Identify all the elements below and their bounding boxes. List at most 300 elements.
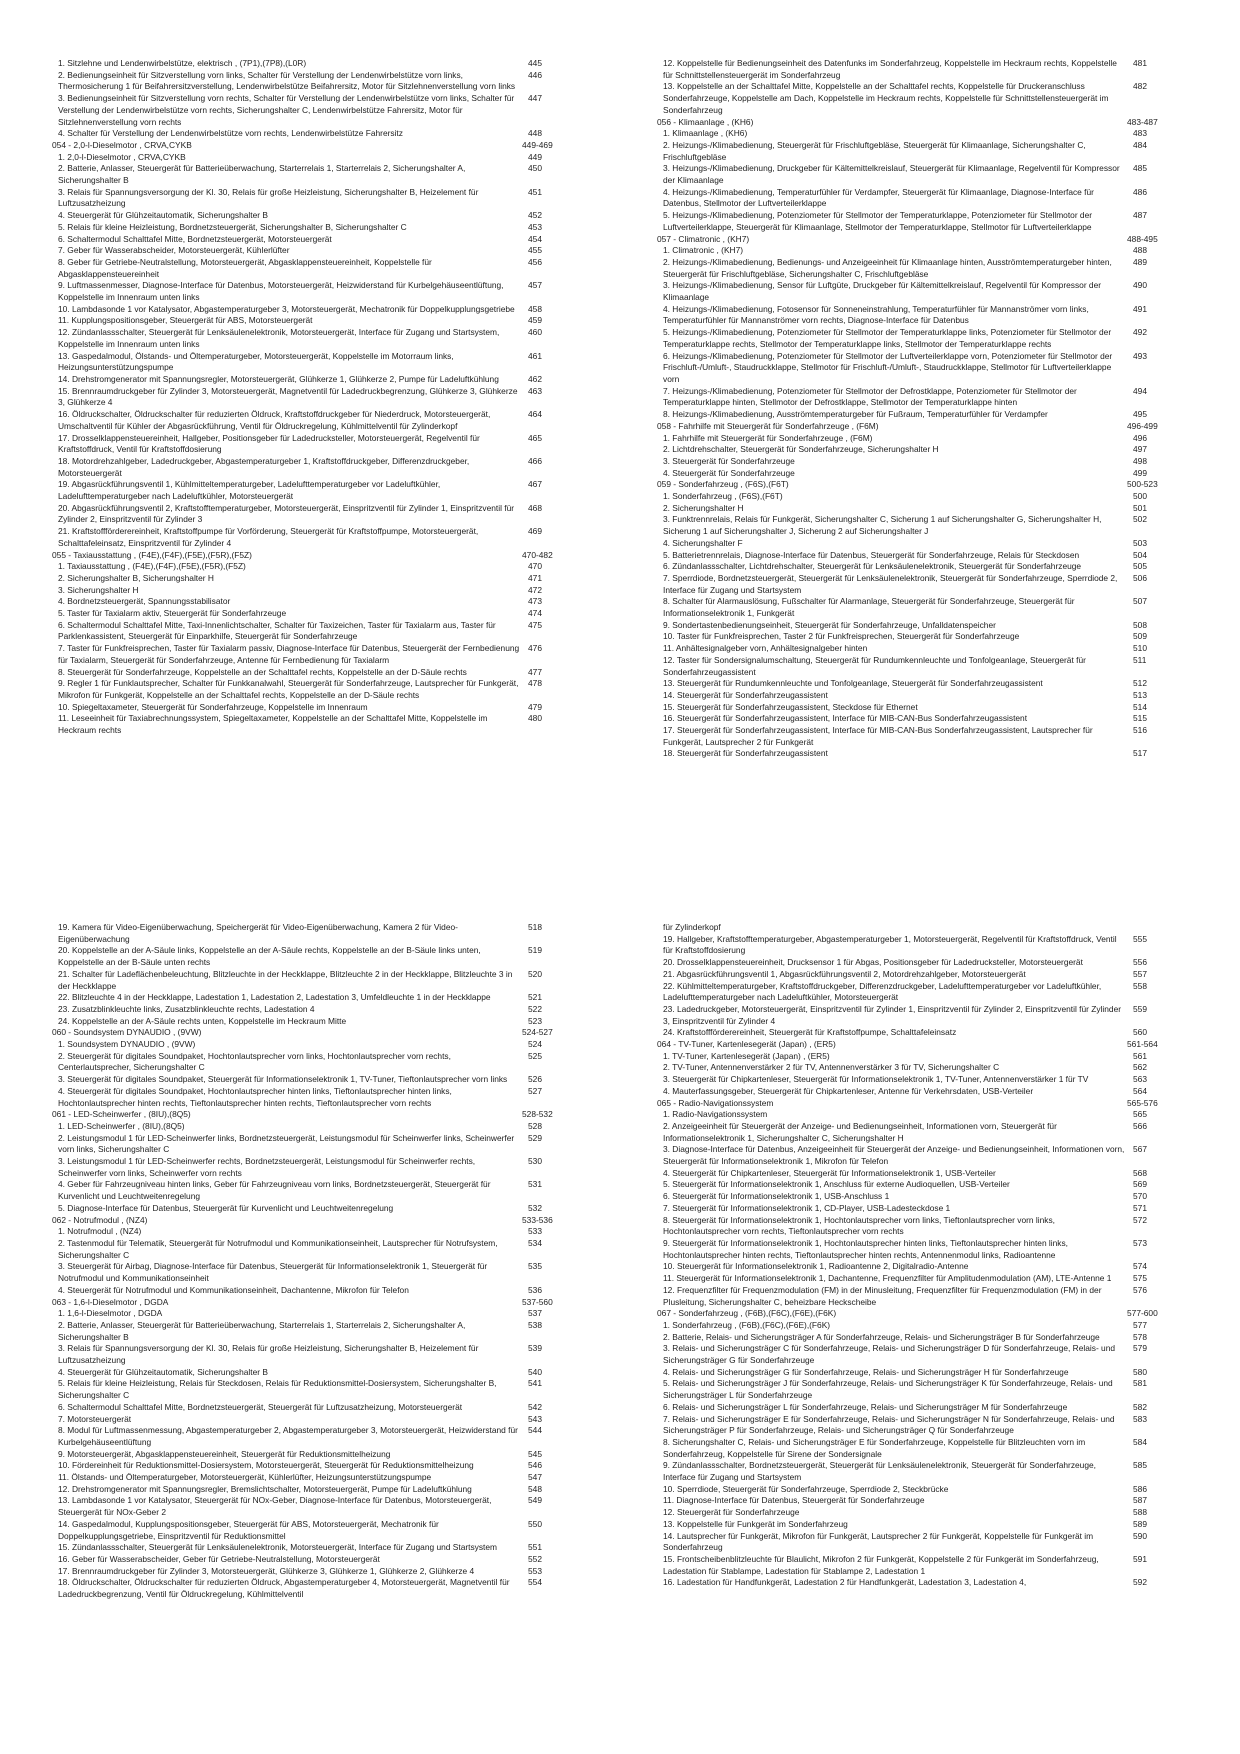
entry-title: 6. Heizungs-/Klimabedienung, Potenziometer für Stellmotor der Luftverteilerklappe vorn, Potenziometer für Stellmotor der Frischluft-/Umluft-, Staudruckklappe, Stellmotor für Frischluft-/Umluft-, Staudruckklappe, Stellmotor für Luftverteilerklappe vorn: [663, 350, 1113, 384]
index-entry: [58, 304, 668, 316]
index-entry: [58, 1472, 668, 1484]
index-entry: [58, 128, 668, 140]
index-entry: [663, 1179, 1240, 1191]
entry-page: 470: [528, 561, 542, 572]
entry-title: 5. Relais- und Sicherungsträger J für Sonderfahrzeuge, Relais- und Sicherungsträger K für Sonderfahrzeuge, Relais- und Sicherungsträger L für Sonderfahrzeuge: [663, 1378, 1113, 1401]
index-entry: [58, 1343, 668, 1366]
entry-page: 581: [1133, 1378, 1147, 1389]
index-entry: [58, 1179, 668, 1202]
entry-page: 500: [1133, 491, 1147, 502]
entry-page: 531: [528, 1179, 542, 1190]
entry-title: 22. Blitzleuchte 4 in der Heckklappe, Ladestation 1, Ladestation 2, Ladestation 3, Umfeldleuchte 1 in der Heckklappe: [58, 992, 491, 1003]
entry-title: 7. Taster für Funkfreisprechen, Taster für Taxialarm passiv, Diagnose-Interface für Datenbus, Steuergerät der Fernbedienung für Taxialarm, Steuergerät für Sonderfahrzeuge, Antenne für Fernbedienung für Taxialarm: [58, 643, 520, 665]
index-entry: [663, 725, 1240, 748]
index-entry: [663, 1320, 1240, 1332]
entry-page: 560: [1133, 1027, 1147, 1038]
entry-title: 5. Batterietrennrelais, Diagnose-Interface für Datenbus, Steuergerät für Sonderfahrzeuge, Relais für Steckdosen: [663, 549, 1080, 560]
index-entry: [663, 702, 1240, 714]
entry-title: 18. Motordrehzahlgeber, Ladedruckgeber, Abgastemperaturgeber 1, Kraftstoffdruckgeber, Differenzdruckgeber, Motorsteuergerät: [58, 455, 470, 478]
entry-page: 465: [528, 432, 542, 443]
index-entry: [58, 1519, 668, 1542]
entry-title: 10. Taster für Funkfreisprechen, Taster 2 für Funkfreisprechen, Steuergerät für Sonderfahrzeuge: [663, 631, 1020, 642]
entry-title: 3. Heizungs-/Klimabedienung, Sensor für Luftgüte, Druckgeber für Kältemittelkreislauf, Regelventil für Kompressor der Klimaanlage: [663, 280, 1102, 303]
index-entry: [663, 678, 1240, 690]
index-entry: [663, 748, 1240, 760]
index-entry: [663, 969, 1240, 981]
index-entry: [58, 1156, 668, 1179]
index-entry: [58, 409, 668, 432]
entry-page: 576: [1133, 1284, 1147, 1295]
index-entry: [663, 538, 1240, 550]
index-entry: [663, 1168, 1240, 1180]
entry-page: 527: [528, 1085, 542, 1096]
entry-page: 458: [528, 303, 542, 314]
entry-title: 2. Lichtdrehschalter, Steuergerät für Sonderfahrzeuge, Sicherungshalter H: [663, 444, 939, 455]
index-entry: [58, 1554, 668, 1566]
index-entry: [58, 257, 668, 280]
entry-page: 534: [528, 1237, 542, 1248]
entry-title: 1. Sonderfahrzeug , (F6S),(F6T): [663, 491, 783, 502]
entry-page: 485: [1133, 163, 1147, 174]
entry-title: 12. Koppelstelle für Bedienungseinheit des Datenfunks im Sonderfahrzeug, Koppelstelle im Heckraum rechts, Koppelstelle für Schnittstellensteuergerät im Sonderfahrzeug: [663, 58, 1117, 80]
entry-page: 571: [1133, 1202, 1147, 1213]
entry-page: 520: [528, 968, 542, 979]
entry-page: 535: [528, 1261, 542, 1272]
entry-page: 565: [1133, 1109, 1147, 1120]
entry-page: 574: [1133, 1261, 1147, 1272]
index-entry: [663, 1203, 1240, 1215]
index-entry: [663, 210, 1240, 233]
index-entry: [663, 1495, 1240, 1507]
entry-title: 2. Anzeigeeinheit für Steuergerät der Anzeige- und Bedienungseinheit, Informationen vorn, Steuergerät für Informationselektronik 1, Sicherungshalter C, Sicherungshalter H: [663, 1120, 1057, 1143]
entry-title: 12. Steuergerät für Sonderfahrzeuge: [663, 1507, 800, 1518]
index-entry: [663, 1414, 1240, 1437]
entry-title: 1. 1,6-l-Dieselmotor , DGDA: [58, 1308, 163, 1319]
entry-page: 453: [528, 221, 542, 232]
index-entry: [58, 152, 668, 164]
index-entry: [663, 81, 1240, 116]
index-entry: [663, 1261, 1240, 1273]
index-entry: [663, 1273, 1240, 1285]
entry-title: 1. Notrufmodul , (NZ4): [58, 1226, 142, 1237]
index-entry: [663, 1343, 1240, 1366]
entry-title: 19. Hallgeber, Kraftstofftemperaturgeber, Abgastemperaturgeber 1, Motorsteuergerät, Regelventil für Kraftstoffdruck, Ventil für Kraftstoffdosierung: [663, 933, 1117, 956]
index-entry: [663, 351, 1240, 386]
entry-title: 063 - 1,6-l-Dieselmotor , DGDA: [52, 1296, 169, 1307]
index-entry: [58, 1402, 668, 1414]
entry-page: 499: [1133, 467, 1147, 478]
index-entry: [58, 70, 668, 93]
index-entry: [663, 1074, 1240, 1086]
entry-title: 2. TV-Tuner, Antennenverstärker 2 für TV, Antennenverstärker 3 für TV, Sicherungshalter C: [663, 1062, 1000, 1073]
entry-page: 471: [528, 572, 542, 583]
entry-title: 23. Ladedruckgeber, Motorsteuergerät, Einspritzventil für Zylinder 1, Einspritzventil für Zylinder 2, Einspritzventil für Zylinder 3, Einspritzventil für Zylinder 4: [663, 1003, 1122, 1026]
entry-page: 589: [1133, 1518, 1147, 1529]
entry-title: 10. Lambdasonde 1 vor Katalysator, Abgastemperaturgeber 3, Motorsteuergerät, Mechatronik für Doppelkupplungsgetriebe: [58, 303, 515, 314]
index-entry: [663, 163, 1240, 186]
entry-title: 4. Steuergerät für Glühzeitautomatik, Sicherungshalter B: [58, 210, 268, 221]
entry-page: 516: [1133, 725, 1147, 736]
entry-title: 060 - Soundsystem DYNAUDIO , (9VW): [52, 1027, 202, 1038]
entry-page: 466: [528, 455, 542, 466]
entry-title: 6. Relais- und Sicherungsträger L für Sonderfahrzeuge, Relais- und Sicherungsträger M für Sonderfahrzeuge: [663, 1401, 1068, 1412]
entry-page: 510: [1133, 643, 1147, 654]
entry-title: 14. Steuergerät für Sonderfahrzeugassistent: [663, 689, 828, 700]
index-entry: [663, 386, 1240, 409]
entry-page: 537: [528, 1308, 542, 1319]
entry-title: 5. Steuergerät für Informationselektronik 1, Anschluss für externe Audioquellen, USB-Verteiler: [663, 1179, 1010, 1190]
index-entry: [58, 245, 668, 257]
entry-title: 17. Drosselklappensteuereinheit, Hallgeber, Positionsgeber für Ladedrucksteller, Motorsteuergerät, Regelventil für Kraftstoffdruck, Ventil für Kraftstoffdosierung: [58, 432, 480, 455]
entry-title: 15. Brennraumdruckgeber für Zylinder 3, Motorsteuergerät, Magnetventil für Ladedruckbegrenzung, Glühkerze 3, Glühkerze 3, Glühkerze 4: [58, 385, 518, 408]
entry-page: 559: [1133, 1003, 1147, 1014]
entry-page: 451: [528, 186, 542, 197]
index-entry: [663, 1215, 1240, 1238]
entry-title: 2. Batterie, Anlasser, Steuergerät für Batterieüberwachung, Starterrelais 1, Starterrelais 2, Sicherungshalter A, Sicherungshalter B: [58, 163, 466, 186]
index-entry: [663, 1367, 1240, 1379]
index-entry: [663, 187, 1240, 210]
entry-title: 1. Sitzlehne und Lendenwirbelstütze, elektrisch , (7P1),(7P8),(L0R): [58, 58, 307, 68]
index-entry: [663, 1191, 1240, 1203]
entry-title: 1. Klimaanlage , (KH6): [663, 128, 748, 139]
entry-page: 547: [528, 1472, 542, 1483]
entry-title: 2. Sicherungshalter B, Sicherungshalter H: [58, 572, 214, 583]
entry-title: 2. Sicherungshalter H: [663, 502, 744, 513]
entry-page: 496: [1133, 432, 1147, 443]
index-entry: [58, 433, 668, 456]
entry-title: 3. Relais für Spannungsversorgung der Kl. 30, Relais für große Heizleistung, Sicherungshalter B, Heizelement für Luftzusatzheizung: [58, 1343, 479, 1366]
index-entry: [58, 1378, 668, 1401]
index-entry: [58, 1425, 668, 1448]
index-entry: [663, 1062, 1240, 1074]
entry-page: 536: [528, 1284, 542, 1295]
index-entry: [58, 1449, 668, 1461]
entry-page: 484: [1133, 139, 1147, 150]
entry-page: 543: [528, 1413, 542, 1424]
entry-title: 19. Abgasrückführungsventil 1, Kühlmitteltemperaturgeber, Ladelufttemperaturgeber vor Ladeluftkühler, Ladelufttemperaturgeber nach Ladeluftkühler, Motorsteuergerät: [58, 479, 441, 502]
entry-title: 24. Kraftstoffförderereinheit, Steuergerät für Kraftstoffpumpe, Schalttafeleinsatz: [663, 1027, 957, 1038]
index-entry: [58, 561, 668, 573]
entry-title: 9. Zündanlassschalter, Bordnetzsteuergerät, Steuergerät für Lenksäulenelektronik, Steuergerät für Sonderfahrzeuge, Interface für Zugang und Startsystem: [663, 1460, 1096, 1483]
entry-title: 9. Steuergerät für Informationselektronik 1, Hochtonlautsprecher hinten links, Tieftonlautsprecher hinten links, Hochtonlautsprecher hinten rechts, Tieftonlautsprecher hinten rechts, Antennenmodul links, Radioantenne: [663, 1237, 1069, 1260]
entry-page: 446: [528, 69, 542, 80]
entry-page: 563: [1133, 1074, 1147, 1085]
entry-title: 3. Steuergerät für Sonderfahrzeuge: [663, 455, 795, 466]
index-entry: [58, 327, 668, 350]
index-entry: [663, 1027, 1240, 1039]
entry-page: 449-469: [522, 139, 553, 150]
entry-title: 15. Steuergerät für Sonderfahrzeugassistent, Steckdose für Ethernet: [663, 701, 918, 712]
entry-title: 4. Steuergerät für Sonderfahrzeuge: [663, 467, 795, 478]
entry-title: 13. Koppelstelle an der Schalttafel Mitte, Koppelstelle an der Schalttafel rechts, Koppelstelle für Druckeranschluss Sonderfahrzeuge, Koppelstelle am Dach, Koppelstelle im Heckraum rechts, Koppelstelle für Schnittstellensteuergerät im Sonderfahrzeug: [663, 81, 1109, 115]
index-entry: [58, 608, 668, 620]
entry-title: 13. Steuergerät für Rundumkennleuchte und Tonfolgeanlage, Steuergerät für Sonderfahrzeugassistent: [663, 678, 1043, 689]
entry-title: 1. Fahrhilfe mit Steuergerät für Sonderfahrzeuge , (F6M): [663, 432, 873, 443]
entry-title: 7. Relais- und Sicherungsträger E für Sonderfahrzeuge, Relais- und Sicherungsträger N für Sonderfahrzeuge, Relais- und Sicherungsträger P für Sonderfahrzeuge, Relais- und Sicherungsträger Q für Sonderfahrzeuge: [663, 1413, 1115, 1436]
entry-title: 6. Schaltermodul Schalttafel Mitte, Bordnetzsteuergerät, Motorsteuergerät: [58, 233, 332, 244]
index-entry: [58, 503, 668, 526]
entry-title: 8. Steuergerät für Sonderfahrzeuge, Koppelstelle an der Schalttafel rechts, Koppelstelle an der D-Säule rechts: [58, 666, 467, 677]
index-entry: [663, 922, 1240, 934]
entry-page: 555: [1133, 933, 1147, 944]
index-column-1: [52, 58, 668, 737]
entry-title: 4. Schalter für Verstellung der Lendenwirbelstütze vorn rechts, Lendenwirbelstütze Fahrersitz: [58, 128, 403, 139]
entry-page: 479: [528, 701, 542, 712]
index-entry: [58, 1039, 668, 1051]
entry-page: 584: [1133, 1436, 1147, 1447]
entry-page: 483-487: [1127, 116, 1158, 127]
entry-title: 3. Bedienungseinheit für Sitzverstellung vorn rechts, Schalter für Verstellung der Lendenwirbelstütze vorn links, Schalter für Verstellung der Lendenwirbelstütze vorn rechts, Sicherungshalter C, Lendenwirbelstütze Fahrersitz, Motor für Sitzlehnenverstellung vorn rechts: [58, 93, 515, 127]
index-entry: [58, 702, 668, 714]
entry-title: 1. Soundsystem DYNAUDIO , (9VW): [58, 1039, 196, 1050]
entry-page: 522: [528, 1003, 542, 1014]
entry-title: 11. Kupplungspositionsgeber, Steuergerät für ABS, Motorsteuergerät: [58, 315, 313, 326]
entry-title: 9. Regler 1 für Funklautsprecher, Schalter für Funkkanalwahl, Steuergerät für Sonderfahrzeuge, Lautsprecher für Funkgerät, Mikrofon für Funkgerät, Koppelstelle an der Schalttafel rechts, Koppelstelle an der D-Säule rechts: [58, 678, 519, 700]
entry-title: 3. Funktrennrelais, Relais für Funkgerät, Sicherungshalter C, Sicherung 1 auf Sicherungshalter G, Sicherungshalter H, Sicherung 1 auf Sicherungshalter J, Sicherung 2 auf Sicherungshalter J: [663, 514, 1102, 537]
entry-page: 525: [528, 1050, 542, 1061]
entry-page: 474: [528, 608, 542, 619]
entry-title: 062 - Notrufmodul , (NZ4): [52, 1214, 148, 1225]
index-entry: [58, 1484, 668, 1496]
entry-page: 582: [1133, 1401, 1147, 1412]
entry-page: 562: [1133, 1062, 1147, 1073]
entry-page: 514: [1133, 701, 1147, 712]
index-entry: [663, 1484, 1240, 1496]
entry-title: 4. Sicherungshalter F: [663, 537, 743, 548]
entry-title: 16. Öldruckschalter, Öldruckschalter für reduzierten Öldruck, Kraftstoffdruckgeber für Niederdruck, Motorsteuergerät, Umschaltventil für Kühler der Abgasrückführung, Ventil für Öldruckregelung, Kühlmittelventil für Zylinderkopf: [58, 409, 491, 431]
entry-title: 20. Abgasrückführungsventil 2, Kraftstofftemperaturgeber, Motorsteuergerät, Einspritzventil für Zylinder 1, Einspritzventil für Zylinder 2, Einspritzventil für Zylinder 3: [58, 502, 515, 525]
entry-title: 6. Schaltermodul Schalttafel Mitte, Taxi-Innenlichtschalter, Schalter für Taxizeichen, Taster für Taxialarm aus, Taster für Parklenkassistent, Steuergerät für Einparkhilfe, Steuergerät für Sonderfahrzeuge: [58, 619, 496, 642]
entry-page: 475: [528, 619, 542, 630]
entry-page: 561-564: [1127, 1039, 1158, 1050]
entry-title: 1. LED-Scheinwerfer , (8IU),(8Q5): [58, 1120, 185, 1131]
entry-title: 061 - LED-Scheinwerfer , (8IU),(8Q5): [52, 1109, 191, 1120]
entry-title: 15. Frontscheibenblitzleuchte für Blaulicht, Mikrofon 2 für Funkgerät, Koppelstelle 2 für Funkgerät im Sonderfahrzeug, Ladestation für Stablampe, Ladestation für Stablampe 2, Ladestation 1: [663, 1553, 1099, 1576]
index-entry: [58, 1203, 668, 1215]
section-heading: [657, 116, 1240, 129]
index-entry: [58, 1308, 668, 1320]
entry-title: 3. Relais für Spannungsversorgung der Kl. 30, Relais für große Heizleistung, Sicherungshalter B, Heizelement für Luftzusatzheizung: [58, 186, 479, 209]
entry-title: 5. Diagnose-Interface für Datenbus, Steuergerät für Kurvenlicht und Leuchtweitenregelung: [58, 1202, 394, 1213]
entry-title: 11. Ölstands- und Öltemperaturgeber, Motorsteuergerät, Kühlerlüfter, Heizungsunterstützungspumpe: [58, 1472, 432, 1483]
index-column-3: [52, 922, 668, 1601]
index-entry: [58, 93, 668, 128]
entry-page: 483: [1133, 128, 1147, 139]
entry-page: 565-576: [1127, 1097, 1158, 1108]
entry-title: 15. Zündanlassschalter, Steuergerät für Lenksäulenelektronik, Motorsteuergerät, Interface für Zugang und Startsystem: [58, 1542, 497, 1553]
index-entry: [663, 1519, 1240, 1531]
entry-page: 586: [1133, 1483, 1147, 1494]
entry-page: 472: [528, 584, 542, 595]
entry-page: 577: [1133, 1319, 1147, 1330]
index-entry: [58, 945, 668, 968]
entry-title: 4. Heizungs-/Klimabedienung, Fotosensor für Sonneneinstrahlung, Temperaturfühler für Mannanströmer vorn links, Temperaturfühler für Mannanströmer vorn rechts, Diagnose-Interface für Datenbus: [663, 303, 1089, 326]
entry-page: 519: [528, 945, 542, 956]
entry-page: 577-600: [1127, 1308, 1158, 1319]
index-entry: [663, 327, 1240, 350]
entry-page: 478: [528, 678, 542, 689]
index-entry: [58, 667, 668, 679]
index-entry: [663, 444, 1240, 456]
index-entry: [58, 1051, 668, 1074]
entry-title: 10. Fördereinheit für Reduktionsmittel-Dosiersystem, Motorsteuergerät, Steuergerät für Reduktionsmittelheizung: [58, 1460, 474, 1471]
entry-page: 502: [1133, 514, 1147, 525]
entry-page: 461: [528, 350, 542, 361]
index-entry: [58, 479, 668, 502]
entry-title: 20. Drosselklappensteuereinheit, Drucksensor 1 für Abgas, Positionsgeber für Ladedrucksteller, Motorsteuergerät: [663, 957, 1083, 968]
entry-title: 17. Brennraumdruckgeber für Zylinder 3, Motorsteuergerät, Glühkerze 3, Glühkerze 1, Glühkerze 2, Glühkerze 4: [58, 1565, 475, 1576]
index-entry: [58, 1261, 668, 1284]
index-entry: [663, 128, 1240, 140]
entry-page: 504: [1133, 549, 1147, 560]
entry-title: 055 - Taxiausstattung , (F4E),(F4F),(F5E),(F5R),(F5Z): [52, 549, 252, 560]
entry-title: 12. Zündanlassschalter, Steuergerät für Lenksäulenelektronik, Motorsteuergerät, Interface für Zugang und Startsystem, Koppelstelle im Innenraum unten links: [58, 327, 500, 349]
index-entry: [663, 934, 1240, 957]
entry-title: 23. Zusatzblinkleuchte links, Zusatzblinkleuchte rechts, Ladestation 4: [58, 1003, 315, 1014]
entry-page: 468: [528, 502, 542, 513]
index-entry: [58, 1016, 668, 1028]
entry-page: 568: [1133, 1167, 1147, 1178]
entry-title: 13. Lambdasonde 1 vor Katalysator, Steuergerät für NOx-Geber, Diagnose-Interface für Datenbus, Motorsteuergerät, Steuergerät für NOx-Geber 2: [58, 1495, 492, 1518]
entry-page: 488-495: [1127, 233, 1158, 244]
index-entry: [58, 1121, 668, 1133]
entry-page: 549: [528, 1495, 542, 1506]
index-entry: [663, 1238, 1240, 1261]
entry-title: 065 - Radio-Navigationssystem: [657, 1097, 774, 1108]
entry-page: 498: [1133, 455, 1147, 466]
entry-page: 558: [1133, 980, 1147, 991]
entry-page: 583: [1133, 1413, 1147, 1424]
entry-page: 529: [528, 1132, 542, 1143]
entry-title: 2. Batterie, Anlasser, Steuergerät für Batterieüberwachung, Starterrelais 1, Starterrelais 2, Sicherungshalter A, Sicherungshalter B: [58, 1319, 466, 1342]
entry-page: 513: [1133, 689, 1147, 700]
entry-page: 541: [528, 1378, 542, 1389]
entry-title: 9. Motorsteuergerät, Abgasklappensteuereinheit, Steuergerät für Reduktionsmittelheizung: [58, 1448, 391, 1459]
entry-page: 521: [528, 992, 542, 1003]
entry-title: 11. Diagnose-Interface für Datenbus, Steuergerät für Sonderfahrzeuge: [663, 1495, 925, 1506]
index-entry: [663, 304, 1240, 327]
entry-title: 1. Sonderfahrzeug , (F6B),(F6C),(F6E),(F6K): [663, 1319, 831, 1330]
index-entry: [663, 1554, 1240, 1577]
entry-title: 20. Koppelstelle an der A-Säule links, Koppelstelle an der A-Säule rechts, Koppelstelle an der B-Säule links unten, Koppelstelle an der B-Säule unten rechts: [58, 945, 481, 968]
index-entry: [663, 573, 1240, 596]
entry-title: 059 - Sonderfahrzeug , (F6S),(F6T): [657, 479, 789, 490]
entry-page: 490: [1133, 280, 1147, 291]
index-entry: [663, 957, 1240, 969]
index-entry: [663, 1378, 1240, 1401]
entry-title: 3. Steuergerät für digitales Soundpaket, Steuergerät für Informationselektronik 1, TV-Tuner, Tieftonlautsprecher vorn links: [58, 1074, 508, 1085]
index-column-4: [657, 922, 1240, 1589]
entry-title: 6. Zündanlassschalter, Lichtdrehschalter, Steuergerät für Lenksäulenelektronik, Steuergerät für Sonderfahrzeuge: [663, 561, 1082, 572]
index-entry: [58, 1004, 668, 1016]
section-heading: [657, 1039, 1240, 1051]
entry-page: 515: [1133, 713, 1147, 724]
section-heading: [52, 1214, 668, 1227]
entry-title: 4. Relais- und Sicherungsträger G für Sonderfahrzeuge, Relais- und Sicherungsträger H für Sonderfahrzeuge: [663, 1366, 1069, 1377]
index-entry: [58, 1367, 668, 1379]
index-entry: [58, 643, 668, 666]
index-entry: [58, 1226, 668, 1238]
entry-page: 507: [1133, 596, 1147, 607]
entry-title: 057 - Climatronic , (KH7): [657, 233, 750, 244]
index-entry: [663, 1460, 1240, 1483]
entry-page: 505: [1133, 561, 1147, 572]
entry-page: 496-499: [1127, 420, 1158, 431]
entry-page: 486: [1133, 186, 1147, 197]
entry-title: 18. Öldruckschalter, Öldruckschalter für reduzierten Öldruck, Abgastemperaturgeber 4, Motorsteuergerät, Magnetventil für Ladedruckbegrenzung, Ventil für Öldruckregelung, Kühlmittelventil: [58, 1577, 510, 1600]
entry-page: 517: [1133, 748, 1147, 759]
index-entry: [58, 386, 668, 409]
entry-title: 22. Kühlmitteltemperaturgeber, Kraftstoffdruckgeber, Differenzdruckgeber, Ladelufttemperaturgeber vor Ladeluftkühler, Ladelufttemperaturgeber nach Ladeluftkühler, Motorsteuergerät: [663, 980, 1102, 1003]
index-entry: [58, 222, 668, 234]
entry-title: 4. Heizungs-/Klimabedienung, Temperaturfühler für Verdampfer, Steuergerät für Klimaanlage, Diagnose-Interface für Datenbus, Stellmotor der Luftverteilerklappe: [663, 186, 1094, 209]
entry-title: 10. Steuergerät für Informationselektronik 1, Radioantenne 2, Digitalradio-Antenne: [663, 1261, 969, 1272]
section-heading: [657, 233, 1240, 246]
entry-page: 506: [1133, 572, 1147, 583]
entry-page: 591: [1133, 1553, 1147, 1564]
entry-title: 21. Schalter für Ladeflächenbeleuchtung, Blitzleuchte in der Heckklappe, Blitzleuchte 2 in der Heckklappe, Blitzleuchte 3 in der Heckklappe: [58, 968, 513, 991]
entry-page: 528-532: [522, 1109, 553, 1120]
entry-page: 512: [1133, 678, 1147, 689]
entry-page: 524: [528, 1039, 542, 1050]
entry-title: 3. Diagnose-Interface für Datenbus, Anzeigeeinheit für Steuergerät der Anzeige- und Bedienungseinheit, Informationen vorn, Steuergerät für Informationselektronik 1, Mikrofon für Telefon: [663, 1144, 1125, 1167]
index-entry: [663, 1577, 1240, 1589]
index-entry: [58, 922, 668, 945]
entry-page: 455: [528, 245, 542, 256]
entry-page: 454: [528, 233, 542, 244]
entry-page: 553: [528, 1565, 542, 1576]
index-entry: [663, 1285, 1240, 1308]
entry-title: 5. Heizungs-/Klimabedienung, Potenziometer für Stellmotor der Temperaturklappe, Potenziometer für Stellmotor der Luftverteilerklappe, Steuergerät für Klimaanlage, Stellmotor der Temperaturklappe, Stellmotor für Luftverteilerklappe: [663, 210, 1093, 232]
entry-page: 523: [528, 1015, 542, 1026]
entry-page: 470-482: [522, 549, 553, 560]
entry-title: 8. Sicherungshalter C, Relais- und Sicherungsträger E für Sonderfahrzeuge, Koppelstelle für Blitzleuchten vorn im Sonderfahrzeug, Koppelstelle für Sirene der Sondersignale: [663, 1436, 1086, 1459]
entry-title: 1. TV-Tuner, Kartenlesegerät (Japan) , (ER5): [663, 1050, 830, 1061]
entry-page: 537-560: [522, 1296, 553, 1307]
entry-page: 533: [528, 1226, 542, 1237]
entry-page: 467: [528, 479, 542, 490]
section-heading: [52, 1109, 668, 1121]
entry-title: 067 - Sonderfahrzeug , (F6B),(F6C),(F6E),(F6K): [657, 1308, 837, 1319]
entry-page: 572: [1133, 1214, 1147, 1225]
entry-title: 7. Steuergerät für Informationselektronik 1, CD-Player, USB-Ladesteckdose 1: [663, 1202, 951, 1213]
index-entry: [58, 1414, 668, 1426]
index-entry: [58, 1542, 668, 1554]
index-entry: [663, 433, 1240, 445]
index-entry: [663, 514, 1240, 537]
index-entry: [663, 561, 1240, 573]
index-entry: [663, 140, 1240, 163]
index-entry: [663, 643, 1240, 655]
entry-page: 473: [528, 596, 542, 607]
entry-page: 528: [528, 1120, 542, 1131]
entry-page: 456: [528, 256, 542, 267]
index-entry: [663, 280, 1240, 303]
index-entry: [58, 1495, 668, 1518]
index-column-2: [657, 58, 1240, 760]
entry-page: 459: [528, 315, 542, 326]
entry-title: 8. Geber für Getriebe-Neutralstellung, Motorsteuergerät, Abgasklappensteuereinheit, Koppelstelle für Abgasklappensteuereinheit: [58, 256, 432, 279]
entry-page: 587: [1133, 1495, 1147, 1506]
index-entry: [663, 409, 1240, 421]
index-entry: [58, 58, 668, 70]
entry-page: 518: [528, 922, 542, 932]
section-heading: [52, 549, 668, 562]
index-entry: [663, 456, 1240, 468]
entry-page: 548: [528, 1483, 542, 1494]
index-entry: [58, 234, 668, 246]
entry-title: 7. Geber für Wasserabscheider, Motorsteuergerät, Kühlerlüfter: [58, 245, 290, 256]
